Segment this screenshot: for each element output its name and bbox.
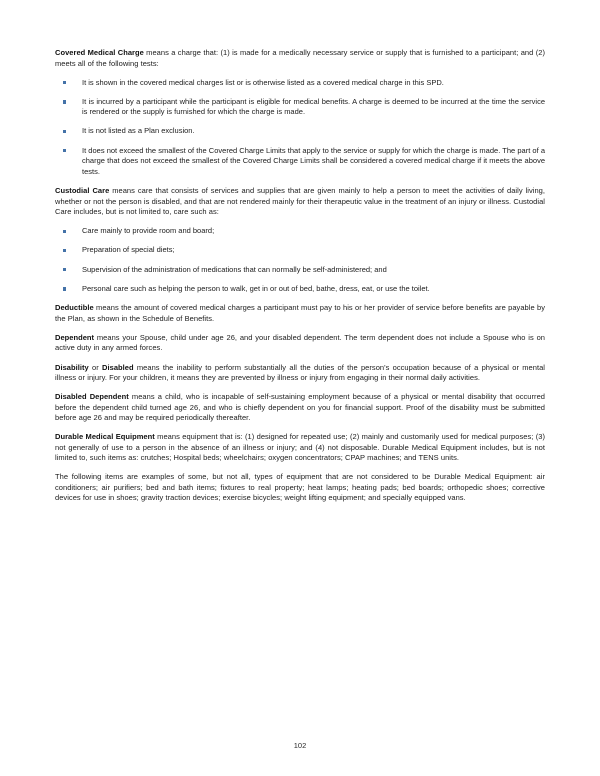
term-label: Covered Medical Charge xyxy=(55,48,144,57)
list-item-text: Personal care such as helping the person to walk, get in or out of bed, bathe, dress, eat, or use the toilet. xyxy=(82,283,430,293)
list-item-text: It is incurred by a participant while the participant is eligible for medical benefits. A charge is deemed to be incurred at the time the service is rendered or the supply is furnished for which the charge is made. xyxy=(82,96,545,117)
bullet-square-icon xyxy=(63,249,66,252)
term-body: means the amount of covered medical charges a participant must pay to his or her provider of service before benefits are payable by the Plan, as shown in the Schedule of Benefits. xyxy=(55,303,545,323)
term-body: means the inability to perform substantially all the duties of the person's occupation because of a physical or mental illness or injury. For your children, it means they are prevented by illness or injury from engaging in their normal daily activities. xyxy=(55,362,546,383)
page-number: 102 xyxy=(293,741,307,750)
list-item-text: Supervision of the administration of medications that can normally be self-administered; and xyxy=(82,264,387,274)
bullet-square-icon xyxy=(63,149,66,152)
term-body: means a child, who is incapable of self-sustaining employment because of a physical or mental disability that occurred before the dependent child turned age 26, and who is chiefly dependent on you for financial support. Proof of the disability must be submitted before age 26 and may be required periodically thereafter. xyxy=(55,392,545,423)
bullet-square-icon xyxy=(63,81,66,84)
covered-medical-charge-bullet-list xyxy=(55,78,545,178)
closing-paragraph: The following items are examples of some, but not all, types of equipment that are not considered to be Durable Medical Equipment: air conditioners; air purifiers; bed and bath items; fixtures to real property; heat lamps; heating pads; bed boards; orthopedic shoes; corrective devices for use in shoes; gravity traction devices; exercise bicycles; weight lifting equipment; and specially equipped vans. xyxy=(55,472,545,503)
list-item xyxy=(55,265,545,276)
definition-deductible xyxy=(55,303,545,324)
list-item xyxy=(55,97,545,118)
definition-covered-medical-charge xyxy=(55,48,545,69)
term-label-alt: Disabled xyxy=(102,362,134,372)
term-label: Durable Medical Equipment xyxy=(55,432,155,442)
definition-disability xyxy=(55,363,545,384)
list-item-text: Care mainly to provide room and board; xyxy=(82,226,215,236)
term-body: means a charge that: (1) is made for a medically necessary service or supply that is furnished to a participant; and (2) meets all of the following tests: xyxy=(55,48,545,68)
list-item xyxy=(55,126,545,137)
list-item xyxy=(55,146,545,178)
definition-disabled-dependent xyxy=(55,392,545,424)
bullet-square-icon xyxy=(63,130,66,133)
term-label: Disability xyxy=(55,362,89,372)
list-item xyxy=(55,78,545,89)
list-item-text: It is shown in the covered medical charges list or is otherwise listed as a covered medical charge in this SPD. xyxy=(82,77,444,87)
bullet-square-icon xyxy=(63,268,66,271)
term-label: Deductible xyxy=(55,303,94,313)
list-item-text: It does not exceed the smallest of the Covered Charge Limits that apply to the service or supply for which the charge is made. The part of a charge that does not exceed the smallest of the Covered Charge Limits shall be considered a covered medical charge if it meets the above tests. xyxy=(82,145,545,176)
term-label: Disabled Dependent xyxy=(55,392,129,402)
list-item-text: It is not listed as a Plan exclusion. xyxy=(82,126,195,136)
term-label: Dependent xyxy=(55,332,95,342)
term-body: means care that consists of services and supplies that are given mainly to help a person to meet the activities of daily living, whether or not the person is disabled, and that are not rendered mainly for their therapeutic value in the treatment of an injury or illness. Custodial Care includes, but is not limited to, care such as: xyxy=(55,186,545,217)
definition-dependent xyxy=(55,333,545,354)
list-item xyxy=(55,226,545,237)
bullet-square-icon xyxy=(63,287,66,290)
list-item xyxy=(55,245,545,256)
definition-custodial-care xyxy=(55,186,545,218)
custodial-care-bullet-list xyxy=(55,226,545,294)
term-body: means equipment that is: (1) designed for repeated use; (2) mainly and customarily used for medical purposes; (3) not generally of use to a person in the absence of an illness or injury; and (4) not disposable. Durable Medical Equipment includes, but is not limited to, such items as: crutches; Hospital beds; wheelchairs; oxygen concentrators; CPAP machines; and TENS units. xyxy=(55,432,546,463)
page-content xyxy=(55,48,545,513)
definition-durable-medical-equipment xyxy=(55,432,545,464)
list-item xyxy=(55,284,545,295)
bullet-square-icon xyxy=(63,230,66,233)
term-body: means your Spouse, child under age 26, and your disabled dependent. The term dependent does not include a Spouse who is on active duty in any armed forces. xyxy=(55,332,545,353)
bullet-square-icon xyxy=(63,100,66,103)
term-connector: or xyxy=(88,362,103,372)
term-label: Custodial Care xyxy=(55,186,110,196)
list-item-text: Preparation of special diets; xyxy=(82,245,175,255)
page-footer xyxy=(0,741,600,751)
